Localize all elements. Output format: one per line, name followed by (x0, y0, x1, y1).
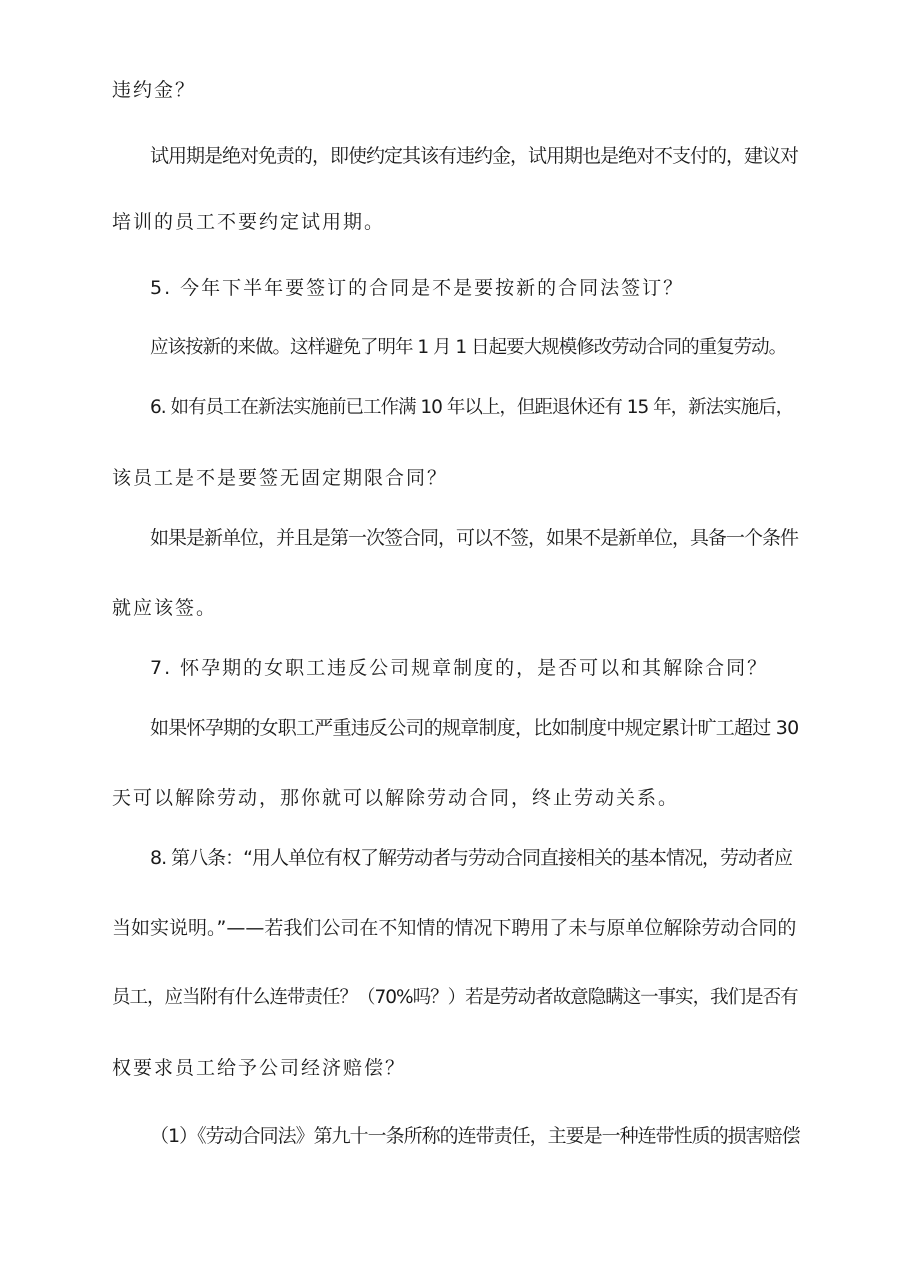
text-line-continuation: 违约金？ (112, 79, 197, 101)
question-8-continuation: 当如实说明。”——若我们公司在不知情的情况下聘用了未与原单位解除劳动合同的 (112, 917, 797, 939)
question-8: 8. 第八条：“用人单位有权了解劳动者与劳动合同直接相关的基本情况，劳动者应 (150, 847, 793, 869)
question-5: 5. 今年下半年要签订的合同是不是要按新的合同法签订？ (150, 277, 685, 299)
answer-7-continuation: 天可以解除劳动，那你就可以解除劳动合同，终止劳动关系。 (112, 787, 680, 809)
question-6-continuation: 该员工是不是要签无固定期限合同？ (112, 467, 449, 489)
answer-8-item-1: （1）《劳动合同法》第九十一条所称的连带责任，主要是一种连带性质的损害赔偿 (150, 1125, 800, 1147)
question-8-continuation: 员工，应当附有什么连带责任？（70%吗？）若是劳动者故意隐瞒这一事实，我们是否有 (112, 987, 798, 1008)
text-line-paragraph: 试用期是绝对免责的，即使约定其该有违约金，试用期也是绝对不支付的，建议对 (150, 145, 799, 167)
answer-6-continuation: 就应该签。 (112, 597, 218, 619)
answer-5: 应该按新的来做。这样避免了明年 1 月 1 日起要大规模修改劳动合同的重复劳动。 (150, 337, 787, 358)
answer-6: 如果是新单位，并且是第一次签合同，可以不签，如果不是新单位，具备一个条件 (150, 527, 799, 549)
question-8-continuation: 权要求员工给予公司经济赔偿？ (112, 1057, 407, 1079)
question-7: 7. 怀孕期的女职工违反公司规章制度的，是否可以和其解除合同？ (150, 657, 769, 679)
answer-7: 如果怀孕期的女职工严重违反公司的规章制度，比如制度中规定累计旷工超过 30 (150, 717, 799, 739)
text-line-continuation: 培训的员工不要约定试用期。 (112, 211, 386, 233)
question-6: 6. 如有员工在新法实施前已工作满 10 年以上，但距退休还有 15 年，新法实施后， (150, 397, 794, 418)
